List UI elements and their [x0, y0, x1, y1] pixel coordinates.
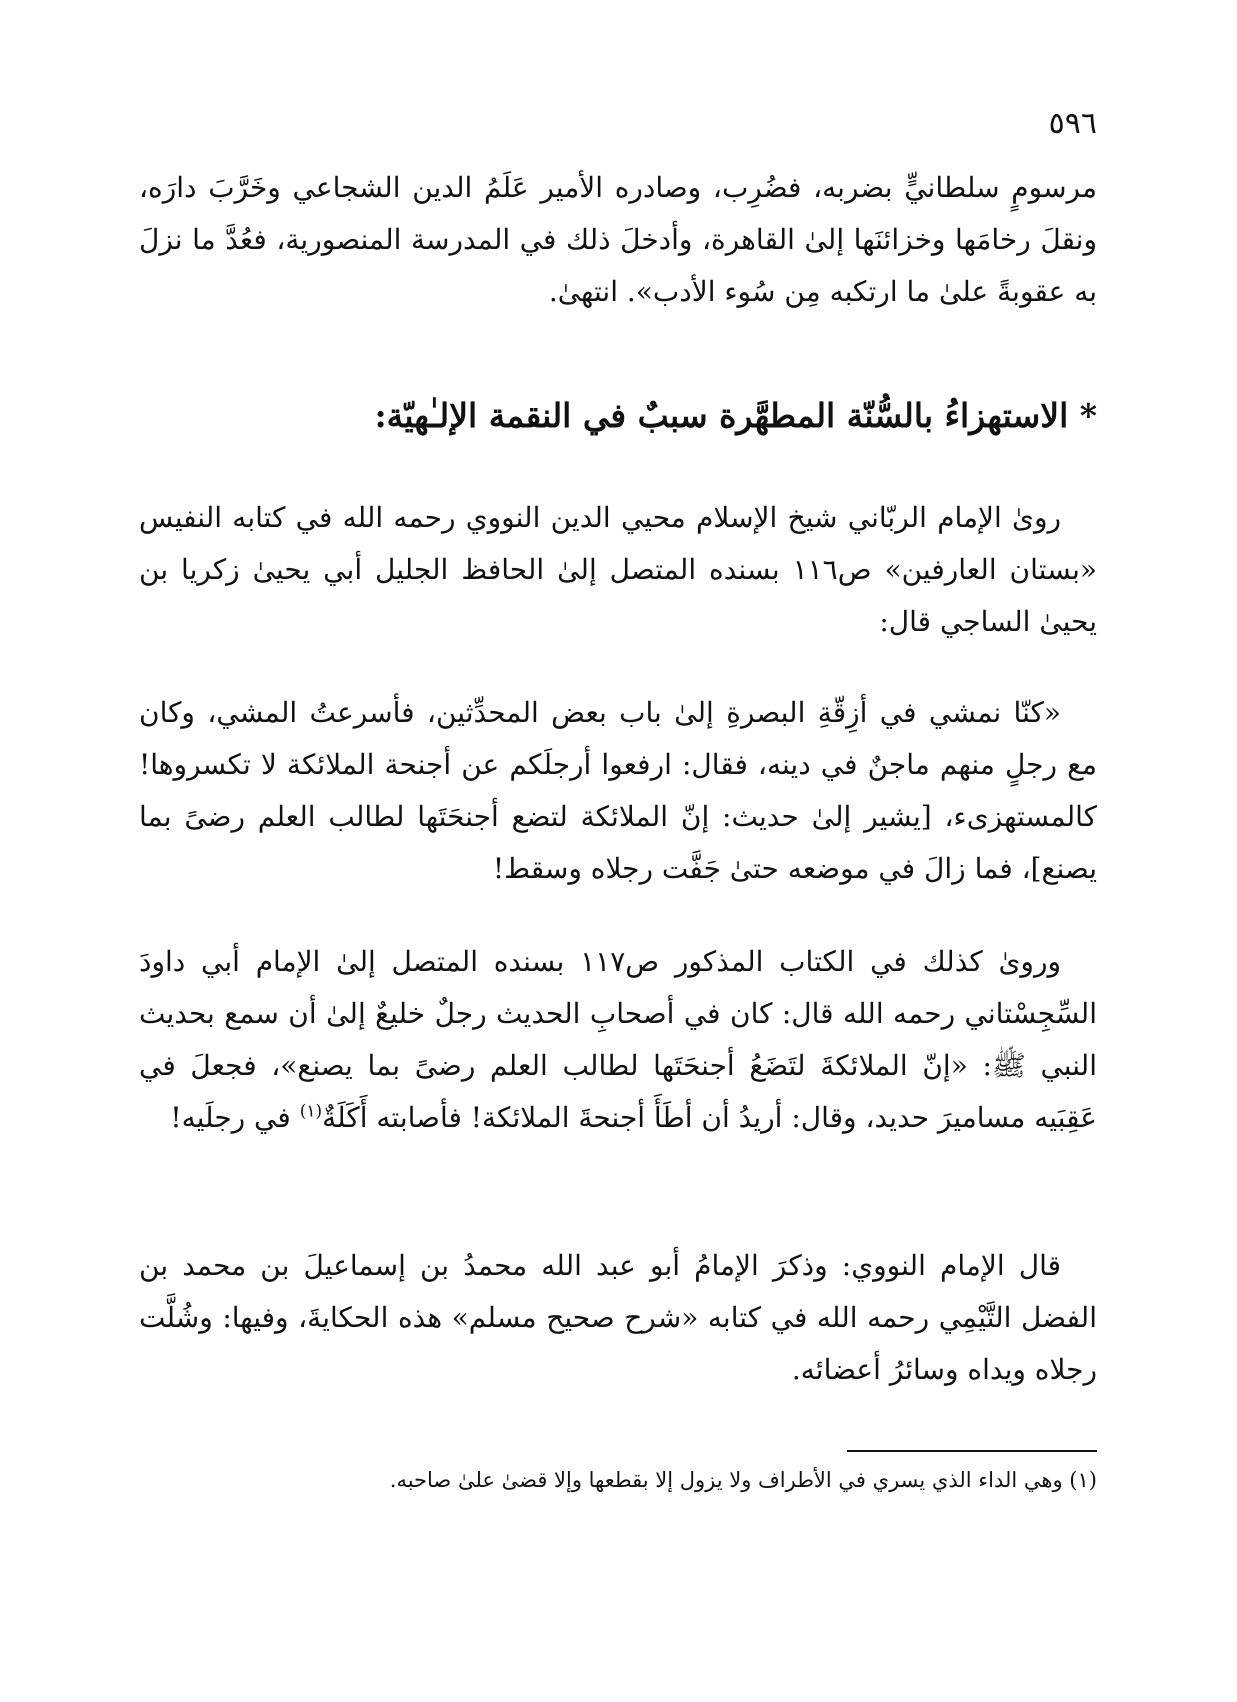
- paragraph-quoted-story: «كنّا نمشي في أزِقّةِ البصرةِ إلىٰ باب بعض المحدِّثين، فأسرعتُ المشي، وكان مع رجلٍ منهم ماجنٌ في دينه، فقال: ارفعوا أرجلَكم عن أجنحة الملائكة لا تكسروها! كالمستهزىء، [يشير إلىٰ حديث: إنّ الملائكة لتضع أجنحَتَها لطالب العلم رضىً بما يصنع]، فما زالَ في موضعه حتىٰ جَفَّت رجلاه وسقط!: [139, 696, 1097, 885]
- paragraph-abu-dawud-text: وروىٰ كذلك في الكتاب المذكور ص١١٧ بسنده المتصل إلىٰ الإمام أبي داودَ السِّجِسْتاني رحمه الله قال: كان في أصحابِ الحديث رجلٌ خليعٌ إلىٰ أن سمع بحديث النبي ﷺ: «إنّ الملائكةَ لتَضَعُ أجنحَتَها لطالب العلم رضىً بما يصنع»، فجعلَ في عَقِبَيه مساميرَ حديد، وقال: أريدُ أن أطَأَ أجنحةَ الملائكة! فأصابته أَكَلَةٌ: [139, 945, 1097, 1134]
- paragraph-nawawi-narration: رویٰ الإمام الربّاني شيخ الإسلام محيي الدين النووي رحمه الله في كتابه النفيس «بستان العارفين» ص١١٦ بسنده المتصل إلىٰ الحافظ الجليل أبي يحيىٰ زكريا بن يحيىٰ الساجي قال:: [139, 501, 1098, 638]
- paragraph-abu-dawud-story: [139, 936, 1097, 1144]
- footnote: (١) وهي الداء الذي يسري في الأطراف ولا يزول إلا بقطعها وإلا قضىٰ علىٰ صاحبه.: [389, 1468, 1097, 1492]
- page-number: ٥٩٦: [1048, 106, 1097, 141]
- section-heading: * الاستهزاءُ بالسُّنّة المطهَّرة سببٌ في النقمة الإلـٰهيّة:: [374, 396, 1097, 435]
- paragraph-nawawi-addition: قال الإمام النووي: وذكرَ الإمامُ أبو عبد الله محمدُ بن إسماعيلَ بن محمد بن الفضل التَّيْمِي رحمه الله في كتابه «شرح صحيح مسلم» هذه الحكايةَ، وفيها: وشُلَّت رجلاه ويداه وسائرُ أعضائه.: [139, 1249, 1097, 1386]
- footnote-reference: (١): [299, 1101, 323, 1122]
- paragraph-continued: مرسومٍ سلطانيٍّ بضربه، فضُرِب، وصادره الأمير عَلَمُ الدين الشجاعي وخَرَّبَ دارَه، ونقلَ رخامَها وخزائنَها إلىٰ القاهرة، وأدخلَ ذلك في المدرسة المنصورية، فعُدَّ ما نزلَ به عقوبةً علىٰ ما ارتكبه مِن سُوء الأدب». انتهىٰ.: [139, 171, 1097, 308]
- paragraph-abu-dawud-tail: في رجلَيه!: [170, 1101, 300, 1134]
- footnote-divider: [847, 1450, 1097, 1452]
